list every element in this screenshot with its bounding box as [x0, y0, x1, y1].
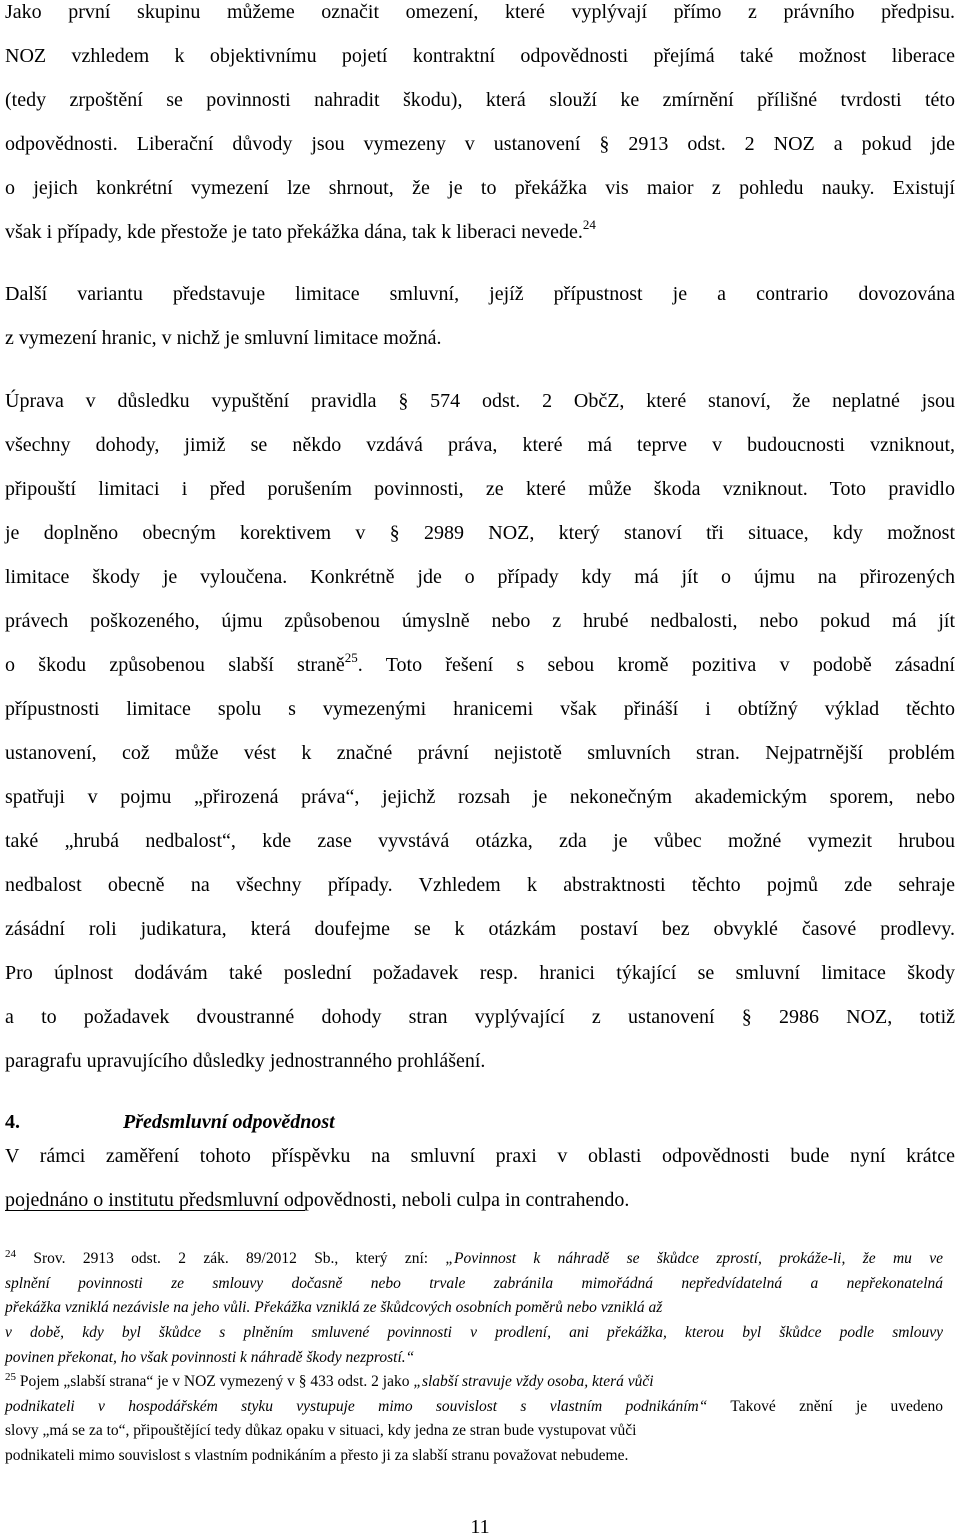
paragraph-4-line-2: pojednáno o institutu předsmluvní odpovědnosti, neboli culpa in contrahendo. — [5, 1189, 630, 1211]
footnote-24-number: 24 — [5, 1248, 16, 1260]
paragraph-3-line-5: limitace škody je vyloučena. Konkrétně jde o případy kdy má jít o újmu na přirozených — [5, 566, 955, 588]
footnote-separator — [5, 1210, 305, 1211]
paragraph-1-text: však i případy, kde přestože je tato překážka dána, tak k liberaci nevede. — [5, 221, 583, 243]
footnote-24-line-2 — [5, 1275, 943, 1293]
paragraph-3-line-9: ustanovení, což může vést k značné právní nejistotě smluvních stran. Nejpatrnější problém — [5, 742, 955, 764]
paragraph-3-line-12: nedbalost obecně na všechny případy. Vzhledem k abstraktnosti těchto pojmů zde sehraje — [5, 874, 955, 896]
section-title: Předsmluvní odpovědnost — [123, 1111, 335, 1133]
paragraph-4-line-1: V rámci zaměření tohoto příspěvku na smluvní praxi v oblasti odpovědnosti bude nyní krátce — [5, 1145, 955, 1167]
footnote-24-line-3 — [5, 1299, 662, 1317]
footnote-24-quote-start: „Povinnost k náhradě se škůdce zprostí, prokáže-li, že mu ve — [445, 1250, 943, 1267]
footnote-25-text-2: Takové znění je uvedeno — [707, 1398, 943, 1415]
paragraph-3-line-1: Úprava v důsledku vypuštění pravidla § 574 odst. 2 ObčZ, které stanoví, že neplatné jsou — [5, 390, 955, 412]
paragraph-3-line-4: je doplněno obecným korektivem v § 2989 NOZ, který stanoví tři situace, kdy možnost — [5, 522, 955, 544]
footnote-24-quote-2: splnění povinnosti ze smlouvy dočasně nebo trvale zabránila mimořádná nepředvídatelná a nepřekonatelná — [5, 1275, 943, 1292]
paragraph-1-line-4: odpovědnosti. Liberační důvody jsou vymezeny v ustanovení § 2913 odst. 2 NOZ a pokud jde — [5, 133, 955, 155]
footnote-ref-24: 24 — [582, 217, 596, 232]
footnote-24-quote-5: povinen překonat, ho však povinnosti k náhradě škody nezprostí.“ — [5, 1349, 415, 1366]
footnote-25-line-2 — [5, 1398, 943, 1416]
paragraph-3-text-b: . Toto řešení s sebou kromě pozitiva v podobě zásadní — [357, 654, 955, 676]
footnote-ref-25: 25 — [344, 650, 358, 665]
footnote-25-number: 25 — [5, 1371, 16, 1383]
paragraph-3-line-2: všechny dohody, jimiž se někdo vzdává práva, které má teprve v budoucnosti vzniknout, — [5, 434, 955, 456]
footnote-25-quote-2: podnikateli v hospodářském styku vystupuje mimo souvislost s vlastním podnikáním“ — [5, 1398, 708, 1415]
paragraph-1-line-6 — [5, 217, 596, 243]
page-number: 11 — [470, 1516, 490, 1538]
section-heading — [5, 1111, 335, 1133]
paragraph-3-text-a: o škodu způsobenou slabší straně — [5, 654, 345, 676]
footnote-24-lead: Srov. 2913 odst. 2 zák. 89/2012 Sb., který zní: — [16, 1250, 446, 1267]
paragraph-2-line-2: z vymezení hranic, v nichž je smluvní limitace možná. — [5, 327, 442, 349]
paragraph-1-line-3: (tedy zrpoštění se povinnosti nahradit škodu), která slouží ke zmírnění přílišné tvrdosti této — [5, 89, 955, 111]
paragraph-1-line-5: o jejich konkrétní vymezení lze shrnout, že je to překážka vis maior z pohledu nauky. Existují — [5, 177, 955, 199]
paragraph-3-line-3: připouští limitaci i před porušením povinnosti, ze které může škoda vzniknout. Toto pravidlo — [5, 478, 955, 500]
paragraph-3-line-7 — [5, 650, 955, 676]
paragraph-1-line-2: NOZ vzhledem k objektivnímu pojetí kontraktní odpovědnosti přejímá také možnost liberace — [5, 45, 955, 67]
footnote-25-line-4: podnikateli mimo souvislost s vlastním podnikáním a přesto ji za slabší stranu považovat nebudeme. — [5, 1447, 629, 1464]
paragraph-3-line-13: zásádní roli judikatura, která doufejme se k otázkám postaví bez obvyklé časové prodlevy. — [5, 918, 955, 940]
footnote-25-lead: Pojem „slabší strana“ je v NOZ vymezený v § 433 odst. 2 jako — [16, 1373, 414, 1390]
paragraph-3-line-15: a to požadavek dvoustranné dohody stran vyplývající z ustanovení § 2986 NOZ, totiž — [5, 1006, 955, 1028]
section-number: 4. — [5, 1111, 20, 1133]
footnote-24-line-4 — [5, 1324, 943, 1342]
paragraph-3-line-10: spatřuji v pojmu „přirozená práva“, jejichž rozsah je nekonečným akademickým sporem, nebo — [5, 786, 955, 808]
paragraph-3-line-14: Pro úplnost dodávám také poslední požadavek resp. hranici týkající se smluvní limitace škody — [5, 962, 955, 984]
footnote-24-quote-4: v době, kdy byl škůdce s plněním smluvené povinnosti v prodlení, ani překážka, kterou byl škůdce podle smlouvy — [5, 1324, 943, 1341]
footnote-25-line-3: slovy „má se za to“, připouštějící tedy důkaz opaku v situaci, kdy jedna ze stran bude vystupovat vůči — [5, 1422, 637, 1439]
paragraph-2-line-1: Další variantu představuje limitace smluvní, jejíž přípustnost je a contrario dovozována — [5, 283, 955, 305]
paragraph-3-line-8: přípustnosti limitace spolu s vymezenými hranicemi však přináší i obtížný výklad těchto — [5, 698, 955, 720]
paragraph-1-line-1: Jako první skupinu můžeme označit omezení, které vyplývají přímo z právního předpisu. — [5, 1, 955, 23]
footnote-24-line-5 — [5, 1349, 414, 1367]
footnote-24-line-1 — [5, 1250, 943, 1268]
paragraph-3-line-6: právech poškozeného, újmu způsobenou úmyslně nebo z hrubé nedbalosti, nebo pokud má jít — [5, 610, 955, 632]
footnote-25-quote-start: „slabší stravuje vždy osoba, která vůči — [413, 1373, 654, 1390]
paragraph-3-line-11: také „hrubá nedbalost“, kde zase vyvstává otázka, zda je vůbec možné vymezit hrubou — [5, 830, 955, 852]
footnote-24-quote-3: překážka vzniklá nezávisle na jeho vůli. Překážka vzniklá ze škůdcových osobních poměrů nebo vzniklá až — [5, 1299, 663, 1316]
paragraph-3-line-16: paragrafu upravujícího důsledky jednostranného prohlášení. — [5, 1050, 486, 1072]
footnote-25-line-1 — [5, 1373, 654, 1391]
